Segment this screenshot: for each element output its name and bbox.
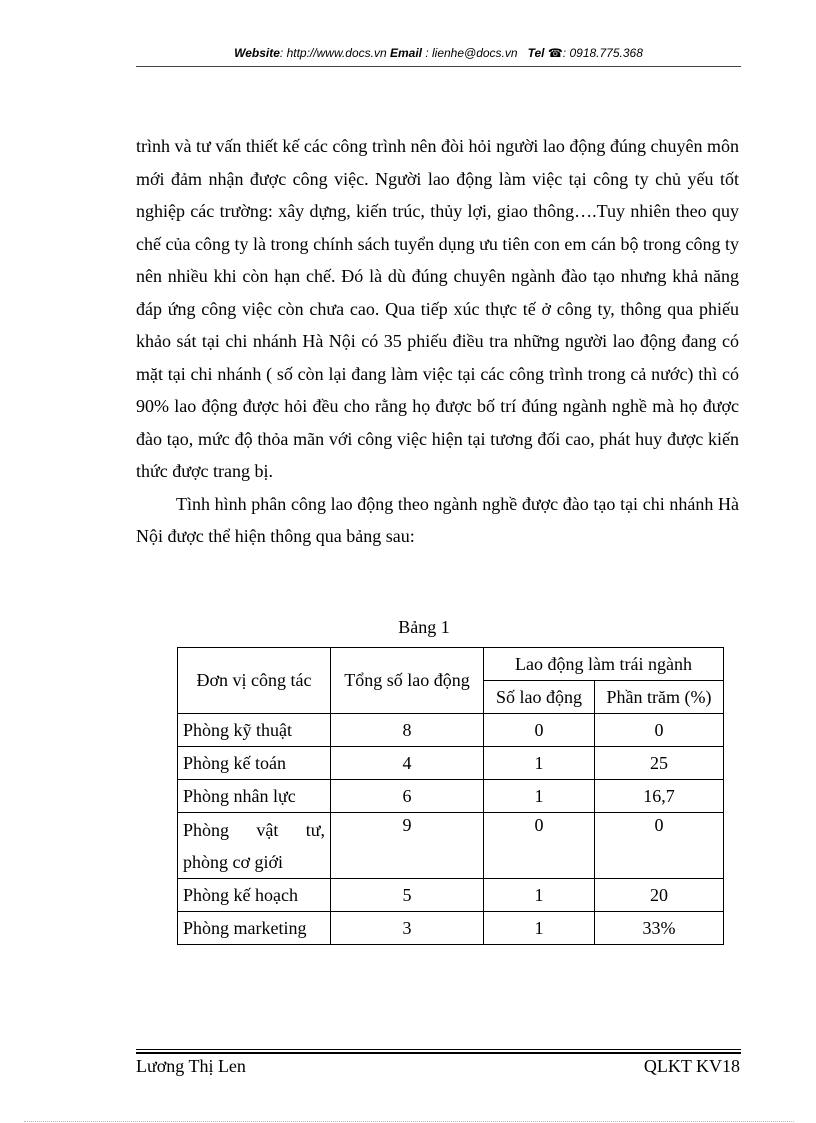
row-count: 0 [484, 714, 595, 747]
page-bottom-border [24, 1121, 794, 1122]
row-unit: Phòng kế hoạch [178, 879, 331, 912]
row-total: 8 [331, 714, 484, 747]
phone-icon: ☎ [547, 46, 563, 60]
footer-divider [136, 1049, 741, 1050]
table-row [178, 813, 724, 879]
row-total: 5 [331, 879, 484, 912]
table-row [178, 747, 724, 780]
paragraph-1: trình và tư vấn thiết kế các công trình nên đòi hỏi người lao động đúng chuyên môn mới đảm nhận được công việc. Người lao động làm việc tại công ty chủ yếu tốt nghiệp các trường: xây dựng, kiến trúc, thủy lợi, giao thông….Tuy nhiên theo quy chế của công ty là trong chính sách tuyển dụng ưu tiên con em cán bộ trong công ty nên nhiều khi còn hạn chế. Đó là dù đúng chuyên ngành đào tạo nhưng khả năng đáp ứng công việc còn chưa cao. Qua tiếp xúc thực tế ở công ty, thông qua phiếu khảo sát tại chi nhánh Hà Nội có 35 phiếu điều tra những người lao động đang có mặt tại chi nhánh ( số còn lại đang làm việc tại các công trình trong cả nước) thì có 90% lao động được hỏi đều cho rằng họ được bố trí đúng ngành nghề mà họ được đào tạo, mức độ thỏa mãn với công việc hiện tại tương đối cao, phát huy được kiến thức được trang bị. [136, 136, 739, 481]
header-percent: Phần trăm (%) [595, 681, 724, 714]
row-unit: Phòng kế toán [178, 747, 331, 780]
tel-value: : 0918.775.368 [562, 46, 643, 60]
email-value[interactable]: : lienhe@docs.vn [422, 46, 518, 60]
header-total: Tổng số lao động [331, 648, 484, 714]
row-percent: 33% [595, 912, 724, 945]
row-percent: 20 [595, 879, 724, 912]
row-percent: 16,7 [595, 780, 724, 813]
row-total: 6 [331, 780, 484, 813]
tel-label: Tel [527, 46, 545, 60]
row-total: 9 [331, 813, 484, 879]
table-caption: Bảng 1 [398, 617, 450, 637]
row-count: 1 [484, 780, 595, 813]
website-label: Website [234, 46, 280, 60]
row-count: 1 [484, 747, 595, 780]
row-percent: 0 [595, 714, 724, 747]
row-unit: Phòng kỹ thuật [178, 714, 331, 747]
table-row [178, 780, 724, 813]
page-header [136, 46, 741, 63]
header-group: Lao động làm trái ngành [484, 648, 724, 681]
footer-class: QLKT KV18 [643, 1056, 740, 1076]
table-row [178, 879, 724, 912]
email-label: Email [389, 46, 422, 60]
body-text [136, 130, 739, 553]
row-unit: Phòng nhân lực [178, 780, 331, 813]
row-count: 0 [484, 813, 595, 879]
row-total: 4 [331, 747, 484, 780]
row-count: 1 [484, 879, 595, 912]
row-percent: 0 [595, 813, 724, 879]
labor-table [177, 647, 724, 945]
table-row [178, 714, 724, 747]
header-unit: Đơn vị công tác [178, 648, 331, 714]
footer-author: Lương Thị Len [136, 1056, 246, 1076]
header-divider [136, 66, 741, 67]
footer-divider-thick [136, 1052, 741, 1054]
row-count: 1 [484, 912, 595, 945]
row-unit: Phòng vật tư, phòng cơ giới [178, 813, 331, 879]
paragraph-2: Tình hình phân công lao động theo ngành nghề được đào tạo tại chi nhánh Hà Nội được thể hiện thông qua bảng sau: [136, 493, 739, 546]
row-unit: Phòng marketing [178, 912, 331, 945]
website-url[interactable]: : http://www.docs.vn [279, 46, 387, 60]
row-total: 3 [331, 912, 484, 945]
header-count: Số lao động [484, 681, 595, 714]
table-row [178, 912, 724, 945]
row-percent: 25 [595, 747, 724, 780]
